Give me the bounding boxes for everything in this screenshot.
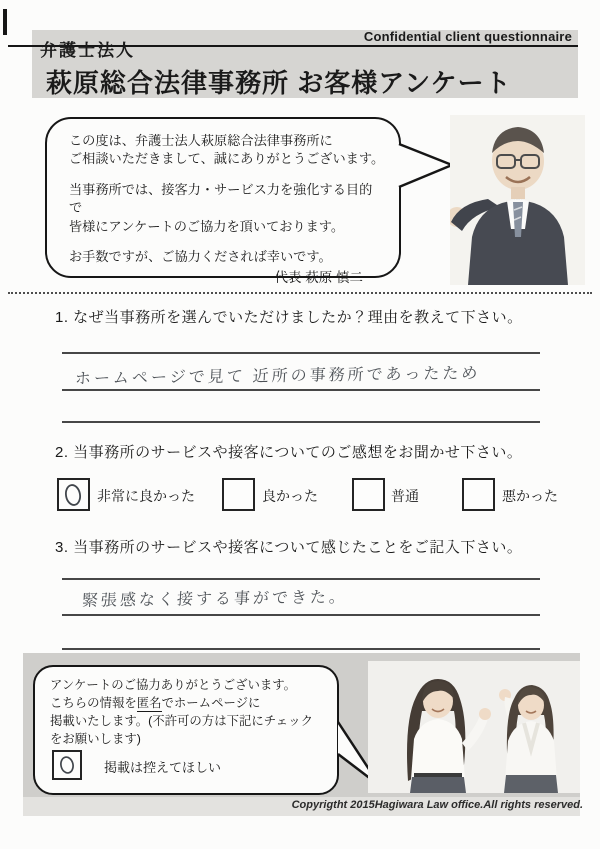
question-3-label: 3. 当事務所のサービスや接客について感じたことをご記入下さい。 bbox=[55, 539, 523, 556]
question-1-handwritten-answer[interactable]: ホームページで見て 近所の事務所であったため bbox=[74, 365, 481, 388]
firm-type-label: 弁護士法人 bbox=[40, 41, 135, 60]
greeting-text: この度は、弁護士法人萩原総合法律事務所に bbox=[69, 133, 333, 148]
greeting-text: お手数ですが、ご協力くだされば幸いです。 bbox=[69, 249, 332, 265]
question-2-label: 2. 当事務所のサービスや接客についてのご感想をお聞かせ下さい。 bbox=[55, 444, 523, 461]
anonymous-underlined-word: 匿名 bbox=[136, 695, 162, 710]
answer-rule-line bbox=[62, 421, 540, 423]
footer-text-line: アンケートのご協力ありがとうございます。 bbox=[50, 678, 297, 692]
greeting-text: ご相談いただきまして、誠にありがとうございます。 bbox=[69, 151, 385, 167]
footer-text-line: 掲載いたします。(不許可の方は下記にチェック bbox=[50, 713, 313, 728]
checkbox-label-no-publish: 掲載は控えてほしい bbox=[104, 760, 222, 775]
footer-text-line bbox=[50, 695, 329, 713]
checkbox-no-publish[interactable] bbox=[52, 750, 82, 780]
checkbox-label-good: 良かった bbox=[262, 488, 318, 504]
answer-rule-line bbox=[62, 614, 540, 616]
copyright-text: Copyrigtht 2015Hagiwara Law office.All rights reserved. bbox=[291, 799, 583, 811]
scan-artifact-mark bbox=[3, 9, 7, 35]
checkbox-label-bad: 悪かった bbox=[502, 488, 558, 504]
confidential-label: Confidential client questionnaire bbox=[363, 29, 572, 44]
lawyer-photo bbox=[450, 115, 585, 285]
checkbox-normal[interactable] bbox=[352, 478, 385, 511]
question-3-handwritten-answer[interactable]: 緊張感なく接する事ができた。 bbox=[81, 589, 349, 610]
staff-photo bbox=[368, 661, 580, 793]
greeting-text: 当事務所では、接客力・サービス力を強化する目的で bbox=[69, 181, 373, 216]
handwritten-circle-mark bbox=[61, 481, 87, 509]
representative-signature: 代表 萩原 慎二 bbox=[274, 269, 363, 285]
footer-text: でホームページに bbox=[161, 695, 261, 710]
checkbox-label-normal: 普通 bbox=[391, 488, 419, 504]
checkbox-bad[interactable] bbox=[462, 478, 495, 511]
checkbox-label-very-good: 非常に良かった bbox=[97, 488, 195, 504]
footer-text-line: をお願いします) bbox=[50, 731, 141, 746]
question-1-label: 1. なぜ当事務所を選んでいただけましたか？理由を教えて下さい。 bbox=[55, 309, 523, 326]
handwritten-circle-mark bbox=[56, 753, 78, 777]
greeting-paragraph-1 bbox=[69, 132, 385, 169]
greeting-paragraph-2 bbox=[69, 181, 385, 236]
answer-rule-line bbox=[62, 648, 540, 650]
page-title: 萩原総合法律事務所 お客様アンケート bbox=[46, 68, 512, 98]
greeting-text: 皆様にアンケートのご協力を頂いております。 bbox=[69, 218, 345, 234]
greeting-paragraph-3 bbox=[69, 248, 385, 266]
checkbox-good[interactable] bbox=[222, 478, 255, 511]
footer-text: こちらの情報を bbox=[50, 695, 137, 710]
checkbox-very-good[interactable] bbox=[57, 478, 90, 511]
greeting-speech-bubble bbox=[45, 117, 401, 285]
answer-rule-line bbox=[62, 578, 540, 580]
dotted-divider bbox=[8, 292, 592, 294]
answer-rule-line bbox=[62, 352, 540, 354]
speech-bubble-tail bbox=[397, 139, 455, 193]
answer-rule-line bbox=[62, 389, 540, 391]
